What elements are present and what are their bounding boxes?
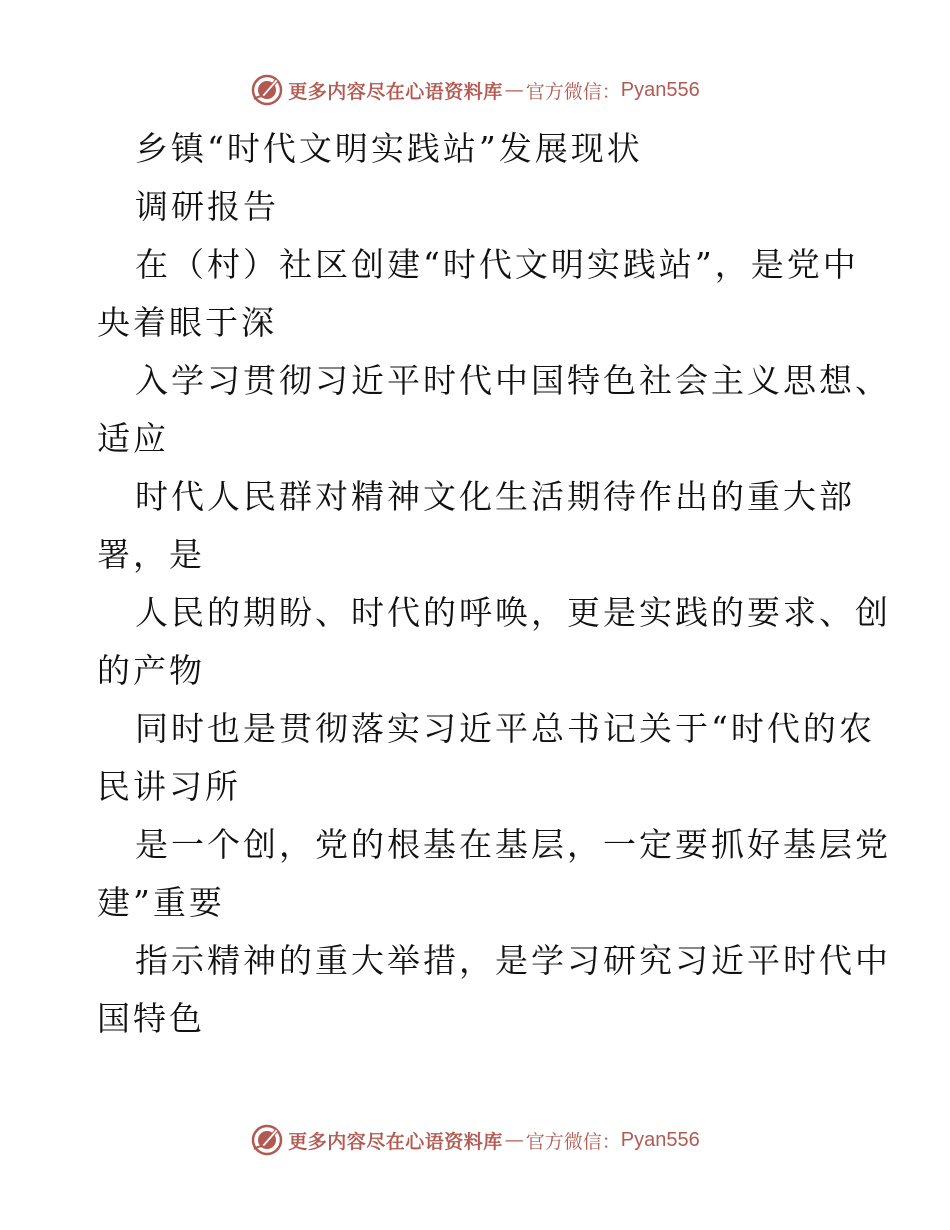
paragraph-3 <box>97 468 857 584</box>
paragraph-7 <box>97 932 891 1048</box>
title-line-2: 调研报告 <box>135 187 279 226</box>
banner-dash: — <box>504 1129 524 1151</box>
banner-wechat-id: Pyan556 <box>620 1128 700 1151</box>
footer-banner <box>0 1120 950 1160</box>
document-title <box>97 120 857 236</box>
paragraph-line: 建”重要 <box>97 883 225 922</box>
title-line-1: 乡镇“时代文明实践站”发展现状 <box>135 129 643 168</box>
paragraph-5 <box>97 700 875 816</box>
document-body <box>97 120 891 1048</box>
paragraph-line: 民讲习所 <box>97 767 241 806</box>
paragraph-line: 是一个创，党的根基在基层，一定要抓好基层党 <box>135 825 891 864</box>
paragraph-line: 署，是 <box>97 535 205 574</box>
banner-text: 更多内容尽在心语资料库 <box>288 1130 503 1153</box>
paragraph-line: 入学习贯彻习近平时代中国特色社会主义思想、 <box>135 361 891 400</box>
banner-wechat-id: Pyan556 <box>620 78 700 101</box>
banner-dash: — <box>504 79 524 101</box>
quill-seal-icon <box>250 73 284 107</box>
paragraph-line: 同时也是贯彻落实习近平总书记关于“时代的农 <box>135 709 875 748</box>
paragraph-line: 时代人民群对精神文化生活期待作出的重大部 <box>135 477 855 516</box>
paragraph-line: 指示精神的重大举措，是学习研究习近平时代中 <box>135 941 891 980</box>
paragraph-1 <box>97 236 857 352</box>
quill-seal-icon <box>250 1123 284 1157</box>
paragraph-line: 国特色 <box>97 999 205 1038</box>
paragraph-4 <box>97 584 891 700</box>
paragraph-line: 在（村）社区创建“时代文明实践站”，是党中 <box>135 245 859 284</box>
header-banner <box>0 70 950 110</box>
banner-text: 更多内容尽在心语资料库 <box>288 80 503 103</box>
paragraph-line: 适应 <box>97 419 169 458</box>
paragraph-line: 央着眼于深 <box>97 303 277 342</box>
paragraph-2 <box>97 352 891 468</box>
banner-wechat-label: 官方微信： <box>525 1130 621 1153</box>
paragraph-line: 人民的期盼、时代的呼唤，更是实践的要求、创 <box>135 593 891 632</box>
paragraph-line: 的产物 <box>97 651 205 690</box>
banner-wechat-label: 官方微信： <box>525 80 621 103</box>
paragraph-6 <box>97 816 891 932</box>
